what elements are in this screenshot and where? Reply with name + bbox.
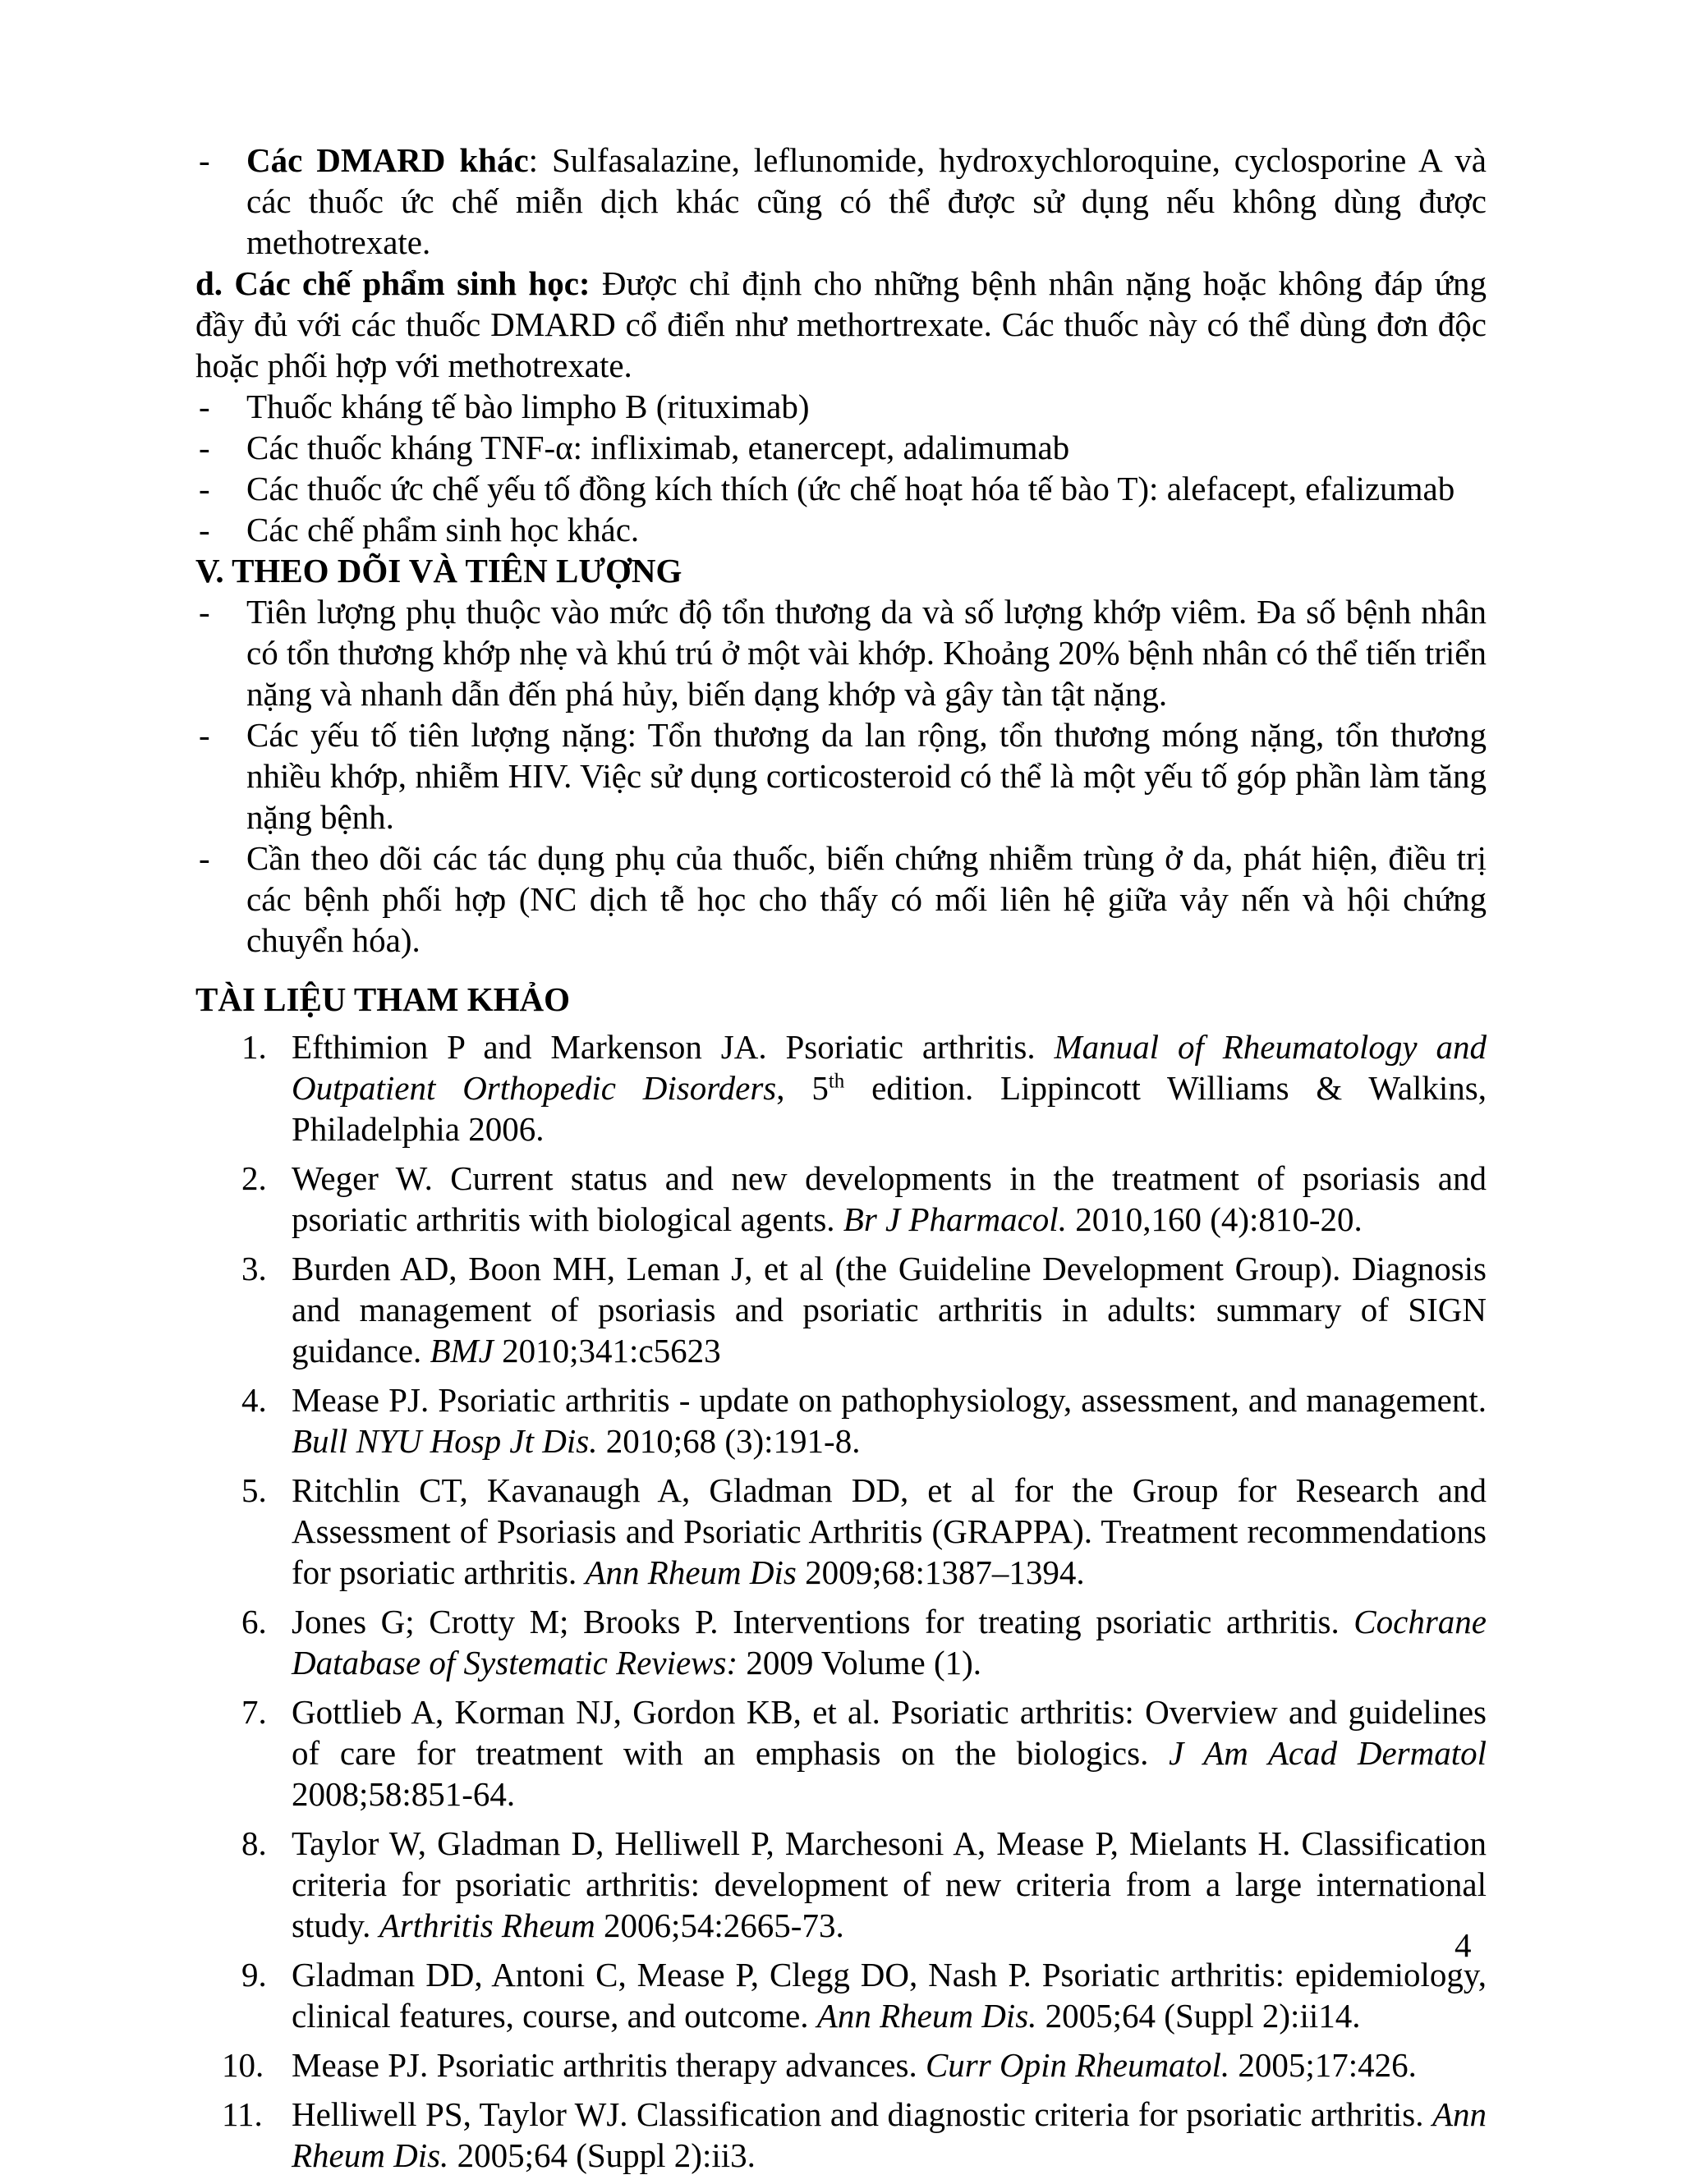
- reference-item: [195, 1823, 1487, 1946]
- reference-text: 2005;64 (Suppl 2):ii14.: [1036, 1997, 1361, 2035]
- document-page: [195, 140, 1487, 2184]
- biologics-item-text: Thuốc kháng tế bào limpho B (rituximab): [246, 388, 810, 425]
- prognosis-item-text: Tiên lượng phụ thuộc vào mức độ tổn thương da và số lượng khớp viêm. Đa số bệnh nhân có tổn thương khớp nhẹ và khú trú ở một vài khớp. Khoảng 20% bệnh nhân có thể tiến triển nặng và nhanh dẫn đến phá hủy, biến dạng khớp và gây tàn tật nặng.: [246, 593, 1487, 713]
- reference-number: 4.: [241, 1381, 267, 1419]
- reference-item: [195, 1601, 1487, 1683]
- reference-item: [195, 1470, 1487, 1593]
- bullet-other-dmards: [195, 140, 1487, 263]
- page-number: 4: [1455, 1926, 1472, 1964]
- reference-text: 2009;68:1387–1394.: [796, 1553, 1085, 1591]
- reference-text: 2005;64 (Suppl 2):ii3.: [448, 2136, 756, 2174]
- bullet-dash: -: [199, 593, 210, 631]
- reference-text: 2010,160 (4):810-20.: [1066, 1200, 1363, 1238]
- biologics-item: [195, 468, 1487, 509]
- prognosis-item: [195, 837, 1487, 961]
- reference-text: 2010;341:c5623: [493, 1332, 721, 1370]
- reference-item: [195, 1248, 1487, 1371]
- reference-number: 2.: [241, 1159, 267, 1197]
- reference-source: J Am Acad Dermatol: [1169, 1734, 1487, 1772]
- reference-text: Mease PJ. Psoriatic arthritis therapy advances.: [292, 2046, 926, 2084]
- reference-text: 2008;58:851-64.: [292, 1775, 516, 1813]
- reference-number: 3.: [241, 1250, 267, 1287]
- reference-text: Mease PJ. Psoriatic arthritis - update on pathophysiology, assessment, and management.: [292, 1381, 1487, 1419]
- reference-text: , 5: [776, 1069, 829, 1107]
- biologics-item: [195, 386, 1487, 427]
- reference-source: Manual of Rheumatology and Outpatient Orthopedic Disorders: [292, 1028, 1487, 1107]
- biologics-item: [195, 509, 1487, 550]
- prognosis-item: [195, 714, 1487, 837]
- bullet-heading: Các DMARD khác: [246, 141, 529, 179]
- reference-item: [195, 2094, 1487, 2176]
- biologics-heading: d. Các chế phẩm sinh học:: [195, 264, 591, 302]
- biologics-item-text: Các thuốc ức chế yếu tố đồng kích thích (ức chế hoạt hóa tế bào T): alefacept, efalizumab: [246, 470, 1455, 507]
- reference-source: Ann Rheum Dis.: [292, 2095, 1487, 2174]
- bullet-dash: -: [199, 470, 210, 507]
- reference-text: Jones G; Crotty M; Brooks P. Interventions for treating psoriatic arthritis.: [292, 1603, 1354, 1640]
- reference-number: 11.: [222, 2095, 263, 2133]
- reference-number: 8.: [241, 1824, 267, 1862]
- reference-item: [195, 1379, 1487, 1461]
- reference-text: 2009 Volume (1).: [738, 1644, 981, 1682]
- reference-source: Cochrane Database of Systematic Reviews:: [292, 1603, 1487, 1682]
- section-title: V. THEO DÕI VÀ TIÊN LƯỢNG: [195, 552, 682, 590]
- reference-number: 6.: [241, 1603, 267, 1640]
- reference-text: Weger W. Current status and new developments in the treatment of psoriasis and psoriatic arthritis with biological agents.: [292, 1159, 1487, 1238]
- biologics-item-text: Các chế phẩm sinh học khác.: [246, 511, 640, 548]
- reference-text: 2010;68 (3):191-8.: [597, 1422, 861, 1460]
- reference-source: Curr Opin Rheumatol.: [925, 2046, 1230, 2084]
- reference-source: Br J Pharmacol.: [843, 1200, 1067, 1238]
- prognosis-item-text: Các yếu tố tiên lượng nặng: Tổn thương da lan rộng, tổn thương móng nặng, tổn thương nhiều khớp, nhiễm HIV. Việc sử dụng corticosteroid có thể là một yếu tố góp phần làm tăng nặng bệnh.: [246, 716, 1487, 836]
- reference-item: [195, 1026, 1487, 1149]
- biologics-item: [195, 427, 1487, 468]
- bullet-dash: -: [199, 716, 210, 754]
- reference-item: [195, 2044, 1487, 2085]
- biologics-item-text: Các thuốc kháng TNF-α: infliximab, etanercept, adalimumab: [246, 429, 1070, 466]
- bullet-dash: -: [199, 511, 210, 548]
- reference-number: 1.: [241, 1028, 267, 1066]
- reference-source: Bull NYU Hosp Jt Dis.: [292, 1422, 598, 1460]
- reference-text: edition. Lippincott Williams & Walkins, Philadelphia 2006.: [292, 1069, 1487, 1148]
- reference-item: [195, 1691, 1487, 1815]
- reference-number: 10.: [222, 2046, 264, 2084]
- reference-item: [195, 1954, 1487, 2036]
- reference-number: 7.: [241, 1693, 267, 1731]
- bullet-dash: -: [199, 839, 210, 877]
- references-title: TÀI LIỆU THAM KHẢO: [195, 980, 571, 1018]
- prognosis-item: [195, 591, 1487, 714]
- reference-source: Ann Rheum Dis.: [816, 1997, 1037, 2035]
- bullet-dash: -: [199, 141, 210, 179]
- reference-text: Taylor W, Gladman D, Helliwell P, Marchesoni A, Mease P, Mielants H. Classification criteria for psoriatic arthritis: development of new criteria from a large international study.: [292, 1824, 1487, 1944]
- bullet-dash: -: [199, 429, 210, 466]
- reference-source: Ann Rheum Dis: [585, 1553, 797, 1591]
- reference-text: 2005;17:426.: [1229, 2046, 1417, 2084]
- reference-source: BMJ: [430, 1332, 494, 1370]
- reference-text: Burden AD, Boon MH, Leman J, et al (the Guideline Development Group). Diagnosis and management of psoriasis and psoriatic arthritis in adults: summary of SIGN guidance.: [292, 1250, 1487, 1370]
- reference-superscript: th: [828, 1070, 845, 1093]
- bullet-text: : Sulfasalazine, leflunomide, hydroxychloroquine, cyclosporine A và các thuốc ức chế miễn dịch khác cũng có thể được sử dụng nếu không dùng được methotrexate.: [246, 141, 1487, 261]
- prognosis-item-text: Cần theo dõi các tác dụng phụ của thuốc, biến chứng nhiễm trùng ở da, phát hiện, điều trị các bệnh phối hợp (NC dịch tễ học cho thấy có mối liên hệ giữa vảy nến và hội chứng chuyển hóa).: [246, 839, 1487, 959]
- reference-item: [195, 1158, 1487, 1240]
- reference-text: Gladman DD, Antoni C, Mease P, Clegg DO, Nash P. Psoriatic arthritis: epidemiology, clinical features, course, and outcome.: [292, 1956, 1487, 2035]
- reference-text: Efthimion P and Markenson JA. Psoriatic arthritis.: [292, 1028, 1055, 1066]
- biologics-paragraph: [195, 263, 1487, 386]
- reference-text: 2006;54:2665-73.: [595, 1906, 844, 1944]
- reference-text: Gottlieb A, Korman NJ, Gordon KB, et al. Psoriatic arthritis: Overview and guidelines of care for treatment with an emphasis on the biologics.: [292, 1693, 1487, 1772]
- reference-number: 9.: [241, 1956, 267, 1994]
- reference-number: 5.: [241, 1471, 267, 1509]
- reference-text: Helliwell PS, Taylor WJ. Classification and diagnostic criteria for psoriatic arthritis.: [292, 2095, 1432, 2133]
- biologics-text: Được chỉ định cho những bệnh nhân nặng hoặc không đáp ứng đầy đủ với các thuốc DMARD cổ điển như methortrexate. Các thuốc này có thể dùng đơn độc hoặc phối hợp với methotrexate.: [195, 264, 1487, 384]
- bullet-dash: -: [199, 388, 210, 425]
- reference-text: Ritchlin CT, Kavanaugh A, Gladman DD, et al for the Group for Research and Assessment of Psoriasis and Psoriatic Arthritis (GRAPPA). Treatment recommendations for psoriatic arthritis.: [292, 1471, 1487, 1591]
- reference-source: Arthritis Rheum: [379, 1906, 595, 1944]
